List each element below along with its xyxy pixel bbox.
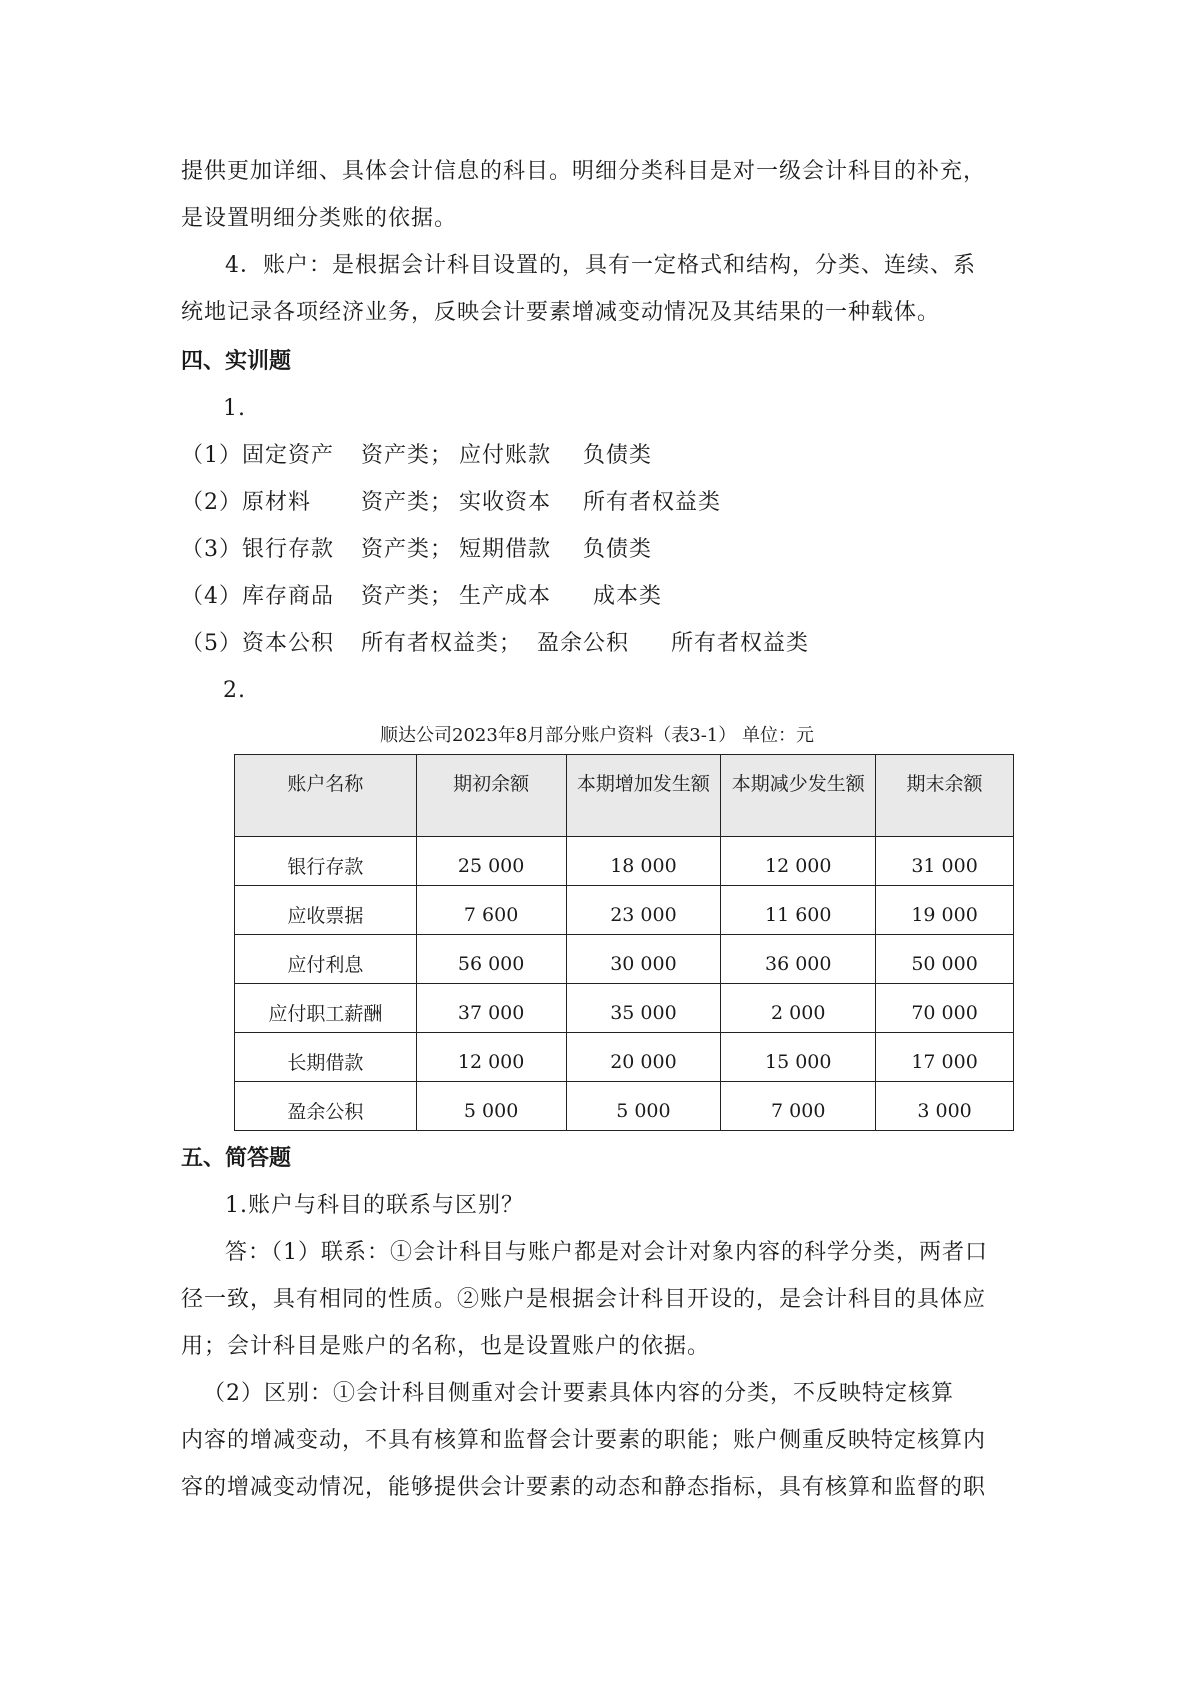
- classification-cell: 成本类: [593, 584, 663, 609]
- table-cell: 17 000: [876, 1033, 1014, 1082]
- classification-cell: （1）固定资产: [181, 443, 334, 468]
- classification-cell: 负债类: [583, 443, 653, 468]
- column-header: 账户名称: [235, 755, 417, 837]
- table-row: [235, 837, 1014, 886]
- table-cell: 5 000: [566, 1082, 721, 1131]
- classification-row: [181, 620, 1013, 667]
- classification-cell: 所有者权益类；: [361, 631, 523, 656]
- classification-cell: （5）资本公积: [181, 631, 334, 656]
- paragraph-line: 提供更加详细、具体会计信息的科目。明细分类科目是对一级会计科目的补充，: [181, 159, 987, 184]
- answer-line: 答：（1）联系：①会计科目与账户都是对会计对象内容的科学分类，两者口: [225, 1240, 988, 1265]
- table-cell: 50 000: [876, 935, 1014, 984]
- page-content: [181, 148, 1013, 1511]
- column-header: 期初余额: [416, 755, 566, 837]
- classification-row: [181, 432, 1013, 479]
- answer-line: （2）区别：①会计科目侧重对会计要素具体内容的分类，不反映特定核算: [203, 1381, 954, 1406]
- column-header: 本期增加发生额: [566, 755, 721, 837]
- table-cell: 56 000: [416, 935, 566, 984]
- table-row: [235, 886, 1014, 935]
- classification-cell: 实收资本: [459, 490, 552, 515]
- classification-cell: 负债类: [583, 537, 653, 562]
- classification-cell: 资产类；: [361, 443, 454, 468]
- classification-cell: （4）库存商品: [181, 584, 334, 609]
- classification-cell: 盈余公积: [537, 631, 630, 656]
- section-heading-short-answer: 五、简答题: [181, 1146, 292, 1171]
- classification-cell: 应付账款: [459, 443, 552, 468]
- table-caption: 顺达公司2023年8月部分账户资料（表3-1） 单位：元: [380, 725, 814, 746]
- answer-line: 径一致，具有相同的性质。②账户是根据会计科目开设的，是会计科目的具体应: [181, 1287, 987, 1312]
- table-row: [235, 1082, 1014, 1131]
- classification-cell: 生产成本: [459, 584, 552, 609]
- classification-cell: 所有者权益类: [583, 490, 722, 515]
- classification-row: [181, 526, 1013, 573]
- table-cell: 应付利息: [235, 935, 417, 984]
- table-cell: 长期借款: [235, 1033, 417, 1082]
- question-number-2: 2.: [223, 678, 246, 703]
- table-cell: 37 000: [416, 984, 566, 1033]
- question-text: 1.账户与科目的联系与区别？: [225, 1193, 524, 1218]
- column-header: 期末余额: [876, 755, 1014, 837]
- table-cell: 70 000: [876, 984, 1014, 1033]
- table-body: [235, 837, 1014, 1131]
- classification-cell: 所有者权益类: [671, 631, 810, 656]
- table-cell: 25 000: [416, 837, 566, 886]
- table-cell: 15 000: [721, 1033, 876, 1082]
- table-cell: 35 000: [566, 984, 721, 1033]
- table-cell: 盈余公积: [235, 1082, 417, 1131]
- paragraph-line: 统地记录各项经济业务，反映会计要素增减变动情况及其结果的一种载体。: [181, 300, 941, 325]
- table-header-row: [235, 755, 1014, 837]
- table-row: [235, 984, 1014, 1033]
- answer-line: 容的增减变动情况，能够提供会计要素的动态和静态指标，具有核算和监督的职: [181, 1475, 987, 1500]
- table-cell: 23 000: [566, 886, 721, 935]
- table-cell: 5 000: [416, 1082, 566, 1131]
- table-cell: 36 000: [721, 935, 876, 984]
- classification-cell: 资产类；: [361, 584, 454, 609]
- table-cell: 31 000: [876, 837, 1014, 886]
- classification-cell: 资产类；: [361, 537, 454, 562]
- table-cell: 18 000: [566, 837, 721, 886]
- table-cell: 应付职工薪酬: [235, 984, 417, 1033]
- section-heading-practice: 四、实训题: [181, 349, 292, 374]
- paragraph-line: 是设置明细分类账的依据。: [181, 206, 458, 231]
- answer-line: 用；会计科目是账户的名称，也是设置账户的依据。: [181, 1334, 711, 1359]
- paragraph-line: 4．账户：是根据会计科目设置的，具有一定格式和结构，分类、连续、系: [225, 253, 976, 278]
- table-cell: 19 000: [876, 886, 1014, 935]
- table-cell: 12 000: [721, 837, 876, 886]
- table-cell: 应收票据: [235, 886, 417, 935]
- classification-row: [181, 573, 1013, 620]
- answer-line: 内容的增减变动，不具有核算和监督会计要素的职能；账户侧重反映特定核算内: [181, 1428, 987, 1453]
- table-cell: 7 000: [721, 1082, 876, 1131]
- classification-cell: （3）银行存款: [181, 537, 334, 562]
- table-cell: 3 000: [876, 1082, 1014, 1131]
- question-number-1: 1.: [223, 396, 246, 421]
- table-cell: 30 000: [566, 935, 721, 984]
- classification-cell: （2）原材料: [181, 490, 311, 515]
- column-header: 本期减少发生额: [721, 755, 876, 837]
- table-row: [235, 1033, 1014, 1082]
- classification-row: [181, 479, 1013, 526]
- table-cell: 7 600: [416, 886, 566, 935]
- account-classification-list: [181, 432, 1013, 667]
- table-cell: 11 600: [721, 886, 876, 935]
- table-cell: 2 000: [721, 984, 876, 1033]
- classification-cell: 资产类；: [361, 490, 454, 515]
- account-table: [234, 754, 1014, 1131]
- classification-cell: 短期借款: [459, 537, 552, 562]
- table-row: [235, 935, 1014, 984]
- table-cell: 银行存款: [235, 837, 417, 886]
- table-cell: 20 000: [566, 1033, 721, 1082]
- table-cell: 12 000: [416, 1033, 566, 1082]
